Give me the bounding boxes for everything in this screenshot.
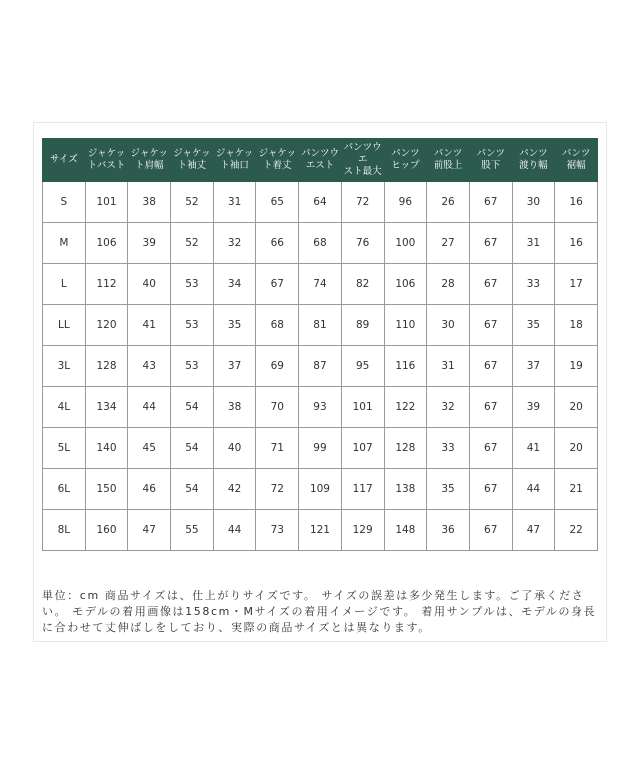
- measurement-cell: 140: [85, 428, 128, 469]
- header-jacket-bust: ジャケッ トバスト: [85, 139, 128, 182]
- size-label-cell: L: [43, 264, 86, 305]
- measurement-cell: 52: [171, 182, 214, 223]
- measurement-cell: 39: [512, 387, 555, 428]
- table-row: [43, 264, 598, 305]
- measurement-cell: 44: [512, 469, 555, 510]
- measurement-cell: 39: [128, 223, 171, 264]
- measurement-cell: 46: [128, 469, 171, 510]
- measurement-cell: 37: [213, 346, 256, 387]
- measurement-cell: 32: [213, 223, 256, 264]
- measurement-cell: 148: [384, 510, 427, 551]
- measurement-cell: 38: [128, 182, 171, 223]
- header-pants-hip: パンツ ヒップ: [384, 139, 427, 182]
- measurement-cell: 87: [299, 346, 342, 387]
- measurement-cell: 101: [85, 182, 128, 223]
- measurement-cell: 67: [469, 264, 512, 305]
- measurement-cell: 112: [85, 264, 128, 305]
- measurement-cell: 138: [384, 469, 427, 510]
- header-jacket-length: ジャケッ ト着丈: [256, 139, 299, 182]
- measurement-cell: 53: [171, 346, 214, 387]
- measurement-cell: 121: [299, 510, 342, 551]
- measurement-cell: 33: [427, 428, 470, 469]
- measurement-cell: 34: [213, 264, 256, 305]
- size-label-cell: M: [43, 223, 86, 264]
- measurement-cell: 82: [341, 264, 384, 305]
- measurement-cell: 110: [384, 305, 427, 346]
- measurement-cell: 47: [512, 510, 555, 551]
- measurement-cell: 67: [469, 305, 512, 346]
- measurement-cell: 32: [427, 387, 470, 428]
- table-row: [43, 387, 598, 428]
- measurement-cell: 81: [299, 305, 342, 346]
- table-row: [43, 469, 598, 510]
- measurement-cell: 160: [85, 510, 128, 551]
- size-label-cell: LL: [43, 305, 86, 346]
- measurement-cell: 16: [555, 223, 598, 264]
- measurement-cell: 44: [213, 510, 256, 551]
- table-row: [43, 510, 598, 551]
- measurement-cell: 40: [128, 264, 171, 305]
- measurement-cell: 68: [256, 305, 299, 346]
- measurement-cell: 117: [341, 469, 384, 510]
- size-label-cell: S: [43, 182, 86, 223]
- measurement-cell: 40: [213, 428, 256, 469]
- measurement-cell: 128: [384, 428, 427, 469]
- measurement-cell: 128: [85, 346, 128, 387]
- measurement-cell: 30: [512, 182, 555, 223]
- measurement-cell: 35: [427, 469, 470, 510]
- size-label-cell: 3L: [43, 346, 86, 387]
- table-header-row: [43, 139, 598, 182]
- measurement-cell: 67: [469, 428, 512, 469]
- measurement-cell: 26: [427, 182, 470, 223]
- size-note: 単位：cm 商品サイズは、仕上がりサイズです。 サイズの誤差は多少発生します。ご了承ください。 モデルの着用画像は158cm・Mサイズの着用イメージです。 着用サンプルは、モデルの身長に合わせて丈伸ばしをしており、実際の商品サイズとは異なります。: [42, 589, 597, 634]
- size-label-cell: 8L: [43, 510, 86, 551]
- measurement-cell: 74: [299, 264, 342, 305]
- header-size: サイズ: [43, 139, 86, 182]
- measurement-cell: 64: [299, 182, 342, 223]
- measurement-cell: 101: [341, 387, 384, 428]
- measurement-cell: 43: [128, 346, 171, 387]
- measurement-cell: 67: [469, 387, 512, 428]
- measurement-cell: 53: [171, 305, 214, 346]
- table-row: [43, 305, 598, 346]
- measurement-cell: 28: [427, 264, 470, 305]
- measurement-cell: 122: [384, 387, 427, 428]
- measurement-cell: 67: [469, 182, 512, 223]
- measurement-cell: 67: [469, 223, 512, 264]
- measurement-cell: 22: [555, 510, 598, 551]
- measurement-cell: 21: [555, 469, 598, 510]
- size-chart-table: [42, 138, 598, 551]
- measurement-cell: 129: [341, 510, 384, 551]
- measurement-cell: 95: [341, 346, 384, 387]
- measurement-cell: 116: [384, 346, 427, 387]
- measurement-cell: 69: [256, 346, 299, 387]
- measurement-cell: 17: [555, 264, 598, 305]
- measurement-cell: 55: [171, 510, 214, 551]
- measurement-cell: 67: [469, 469, 512, 510]
- measurement-cell: 18: [555, 305, 598, 346]
- measurement-cell: 73: [256, 510, 299, 551]
- measurement-cell: 76: [341, 223, 384, 264]
- table-row: [43, 182, 598, 223]
- measurement-cell: 27: [427, 223, 470, 264]
- measurement-cell: 37: [512, 346, 555, 387]
- measurement-cell: 30: [427, 305, 470, 346]
- header-pants-hem: パンツ 裾幅: [555, 139, 598, 182]
- measurement-cell: 20: [555, 428, 598, 469]
- header-jacket-sleeve-length: ジャケッ ト袖丈: [171, 139, 214, 182]
- header-pants-front-rise: パンツ 前股上: [427, 139, 470, 182]
- header-pants-inseam: パンツ 股下: [469, 139, 512, 182]
- measurement-cell: 71: [256, 428, 299, 469]
- table-row: [43, 428, 598, 469]
- measurement-cell: 41: [512, 428, 555, 469]
- measurement-cell: 31: [213, 182, 256, 223]
- measurement-cell: 36: [427, 510, 470, 551]
- measurement-cell: 120: [85, 305, 128, 346]
- measurement-cell: 45: [128, 428, 171, 469]
- measurement-cell: 72: [341, 182, 384, 223]
- table-row: [43, 346, 598, 387]
- measurement-cell: 109: [299, 469, 342, 510]
- measurement-cell: 67: [469, 510, 512, 551]
- table-row: [43, 223, 598, 264]
- measurement-cell: 134: [85, 387, 128, 428]
- measurement-cell: 52: [171, 223, 214, 264]
- header-jacket-cuff: ジャケッ ト袖口: [213, 139, 256, 182]
- measurement-cell: 150: [85, 469, 128, 510]
- measurement-cell: 20: [555, 387, 598, 428]
- measurement-cell: 72: [256, 469, 299, 510]
- measurement-cell: 31: [512, 223, 555, 264]
- measurement-cell: 41: [128, 305, 171, 346]
- measurement-cell: 70: [256, 387, 299, 428]
- measurement-cell: 67: [469, 346, 512, 387]
- header-pants-waist: パンツウ エスト: [299, 139, 342, 182]
- header-pants-waist-max: パンツウエ スト最大: [341, 139, 384, 182]
- measurement-cell: 67: [256, 264, 299, 305]
- measurement-cell: 42: [213, 469, 256, 510]
- measurement-cell: 47: [128, 510, 171, 551]
- measurement-cell: 66: [256, 223, 299, 264]
- measurement-cell: 107: [341, 428, 384, 469]
- header-pants-thigh: パンツ 渡り幅: [512, 139, 555, 182]
- measurement-cell: 54: [171, 428, 214, 469]
- measurement-cell: 68: [299, 223, 342, 264]
- size-label-cell: 4L: [43, 387, 86, 428]
- measurement-cell: 106: [384, 264, 427, 305]
- measurement-cell: 100: [384, 223, 427, 264]
- measurement-cell: 93: [299, 387, 342, 428]
- size-label-cell: 5L: [43, 428, 86, 469]
- size-label-cell: 6L: [43, 469, 86, 510]
- measurement-cell: 53: [171, 264, 214, 305]
- measurement-cell: 89: [341, 305, 384, 346]
- header-jacket-shoulder: ジャケッ ト肩幅: [128, 139, 171, 182]
- measurement-cell: 54: [171, 469, 214, 510]
- measurement-cell: 19: [555, 346, 598, 387]
- measurement-cell: 35: [512, 305, 555, 346]
- measurement-cell: 35: [213, 305, 256, 346]
- table-body: [43, 182, 598, 551]
- measurement-cell: 65: [256, 182, 299, 223]
- measurement-cell: 99: [299, 428, 342, 469]
- measurement-cell: 31: [427, 346, 470, 387]
- measurement-cell: 106: [85, 223, 128, 264]
- measurement-cell: 54: [171, 387, 214, 428]
- measurement-cell: 16: [555, 182, 598, 223]
- measurement-cell: 44: [128, 387, 171, 428]
- measurement-cell: 38: [213, 387, 256, 428]
- measurement-cell: 96: [384, 182, 427, 223]
- measurement-cell: 33: [512, 264, 555, 305]
